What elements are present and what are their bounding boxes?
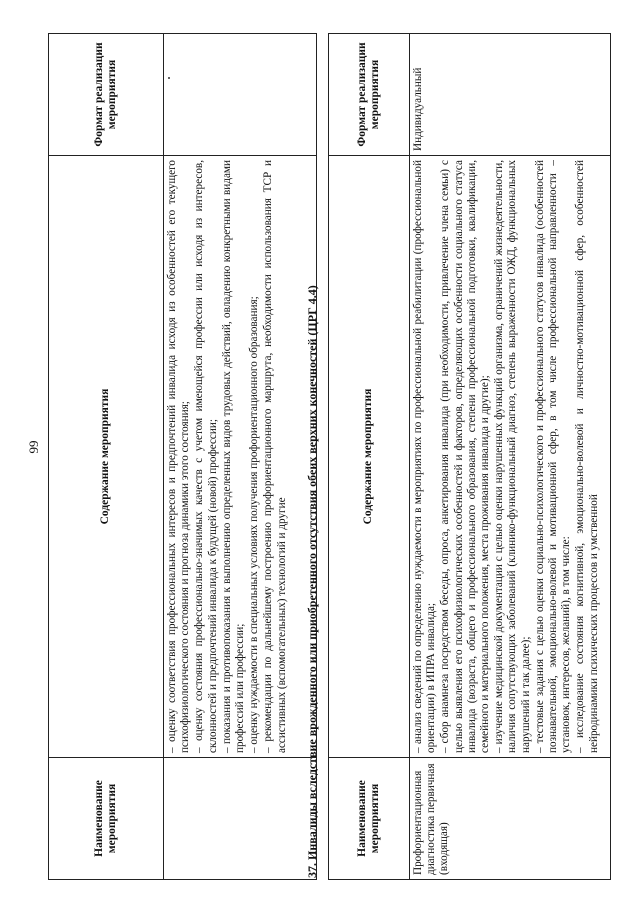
cell-content — [410, 156, 611, 758]
list-item: – тестовые задания с целью оценки социально-психологического и профессионального статусов инвалида (особенностей познавательной, эмоционально-волевой и мотивационной сфер, в том числе профессиональной направленности – установок, интересов, желаний), в том числе: — [533, 160, 573, 753]
list-item: – исследование состояния когнитивной, эмоционально-волевой и личностно-мотивационной сфер, особенностей нейродинамики психических процессов и умственной — [574, 160, 600, 753]
list-item: – рекомендации по дальнейшему построению профориентационного маршрута, необходимости использования ТСР и ассистивных (вспомогательных) технологий и другие — [262, 160, 288, 753]
list-item: – сбор анамнеза посредством беседы, опроса, анкетирования инвалида (при необходимости, привлечение члена семьи) с целью выявления его психофизиологических особенностей и факторов, определяющих особенности социального статуса инвалида (возраста, общего и профессионального образования, степени профессиональной подготовки, квалификации, семейного и материального положения, места проживания инвалида и другие); — [439, 160, 492, 753]
list-item: – изучение медицинской документации с целью оценки нарушенных функций организма, ограничений жизнедеятельности, наличия сопутствующих заболеваний (клинико-функциональный диагноз, степень выраженности ОЖД, функциональных нарушений и так далее); — [493, 160, 532, 753]
header-format: Формат реализации мероприятия — [329, 34, 410, 156]
list-item: – оценку состояния профессионально-значимых качеств с учетом имеющейся профессии или исходя из интересов, склонностей и предпочтений инвалида к будущей (новой) профессии; — [193, 160, 219, 753]
cell-format: Индивидуальный — [410, 34, 611, 156]
list-item: – оценку соответствия профессиональных интересов и предпочтений инвалида исходя из особенностей его текущего психофизиологического состояния и прогноза динамики этого состояния; — [166, 160, 192, 753]
page-number: 99 — [26, 440, 41, 454]
table-row — [164, 34, 317, 880]
cell-format — [164, 34, 317, 156]
cell-content — [164, 156, 317, 758]
document-page — [20, 7, 620, 887]
list-item: – анализ сведений по определению нуждаемости в мероприятиях по профессиональной реабилитации (профессиональной ориентации) в ИПРА инвалида; — [412, 160, 438, 753]
header-name: Наименование мероприятия — [49, 758, 164, 880]
header-name: Наименование мероприятия — [329, 758, 410, 880]
measures-table-continued — [48, 33, 317, 880]
header-format: Формат реализации мероприятия — [49, 34, 164, 156]
section-heading: 37. Инвалиды вследствие врожденного или приобретенного отсутствия обеих верхних конечностей (ЦРГ 4.4) — [305, 285, 319, 878]
table-header-row — [49, 34, 164, 880]
table-row — [410, 34, 611, 880]
cell-name: Профориентационная диагностика первичная (входящая) — [410, 758, 611, 880]
cell-name — [164, 758, 317, 880]
measures-table — [328, 33, 611, 880]
table-header-row — [329, 34, 410, 880]
list-item: – показания и противопоказания к выполнению определенных видов трудовых действий, овладению конкретными видами профессий или профессии; — [220, 160, 247, 753]
list-item: – оценку нуждаемости в специальных условиях получения профориентационного образования; — [248, 296, 261, 753]
header-content: Содержание мероприятия — [329, 156, 410, 758]
header-content: Содержание мероприятия — [49, 156, 164, 758]
